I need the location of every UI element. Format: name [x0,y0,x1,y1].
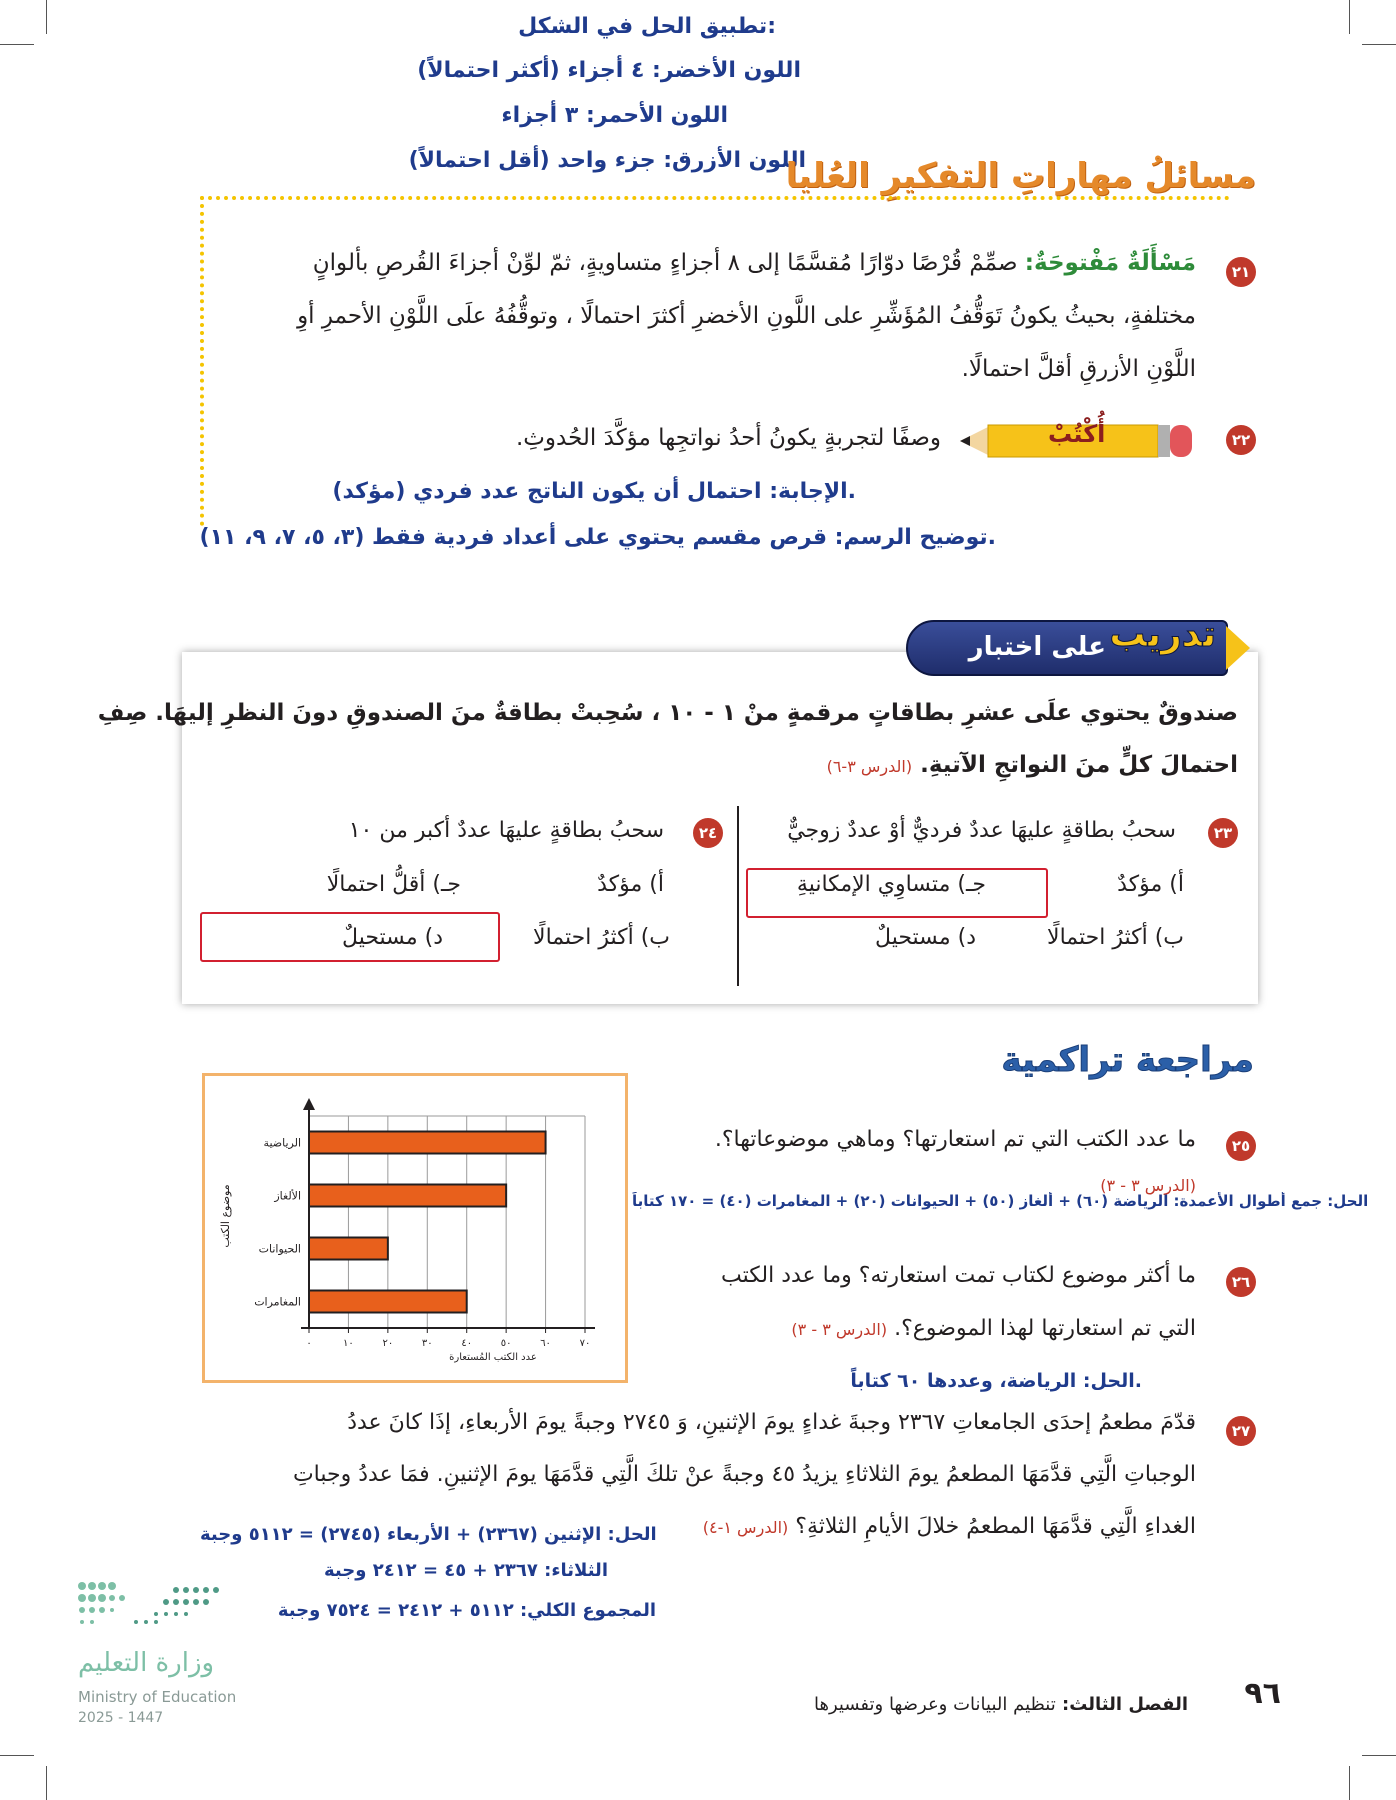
chapter-label: الفصل الثالث: [1062,1694,1188,1715]
dotted-border-top [200,196,1230,200]
q24-text: سحبُ بطاقةٍ عليهَا عددٌ أكبر من ١٠ [348,818,664,843]
question-number-24: ٢٤ [693,818,723,848]
q24-option-a [597,872,664,897]
question-number-26: ٢٦ [1226,1267,1256,1297]
q21-text-1: صمِّمْ قُرْصًا دوّارًا مُقسَّمًا إلى ٨ أجزاءٍ متساويةٍ، ثمّ لوِّنْ أجزاءَ القُرصِ بألوانٍ [312,250,1018,276]
q25-answer: الحل: جمع أطوال الأعمدة: الرياضة (٦٠) + ألغاز (٥٠) + الحيوانات (٢٠) + المغامرات (٤٠) = ١٧٠ كتاباً [632,1192,1369,1210]
crop-mark [0,44,34,45]
column-divider [737,806,739,986]
q27-line-2: الوجباتِ الَّتِي قدَّمَهَا المطعمُ يومَ الثلاثاءِ يزيدُ ٤٥ وجبةً عنْ تلكَ الَّتِي قدَّمَهَا يومَ الإثنينِ. فمَا عددُ وجباتِ [292,1462,1196,1487]
x-tick-label: ٤٠ [461,1338,473,1349]
crop-mark [0,1755,34,1756]
question-number-27: ٢٧ [1226,1416,1256,1446]
q23-a-text: مؤكدٌ [1117,872,1163,897]
test-banner-word2: على اختبار [968,632,1106,662]
category-label: الحيوانات [258,1242,301,1256]
q21-label: مَسْأَلَةٌ مَفْتوحَةٌ: [1024,250,1196,276]
solution-line-3: اللون الأحمر: ٣ أجزاء [501,103,728,128]
crop-mark [1362,1755,1396,1756]
solution-line-1: :تطبيق الحل في الشكل [518,14,776,39]
y-axis-title: موضوع الكتب [219,1184,232,1248]
banner-arrow-icon [1226,626,1250,670]
bar-chart-frame [202,1073,628,1383]
x-tick-label: ٦٠ [540,1338,551,1349]
x-tick-label: ٠ [306,1338,312,1349]
question-number-23: ٢٣ [1208,818,1238,848]
ministry-name-ar: وزارة التعليم [78,1648,215,1678]
q21-line-1 [313,250,1196,276]
solution-line-4: اللون الأزرق: جزء واحد (أقل احتمالاً) [408,148,806,173]
q23-d-label: د) [957,925,976,950]
q23-d-text: مستحيلٌ [875,925,951,950]
q27-answer-2: الثلاثاء: ٢٣٦٧ + ٤٥ = ٢٤١٢ وجبة [324,1560,608,1581]
category-label: المغامرات [254,1295,301,1309]
bar-chart [205,1076,625,1380]
write-label: أُكْتُبْ [1048,420,1106,448]
crop-mark [1349,0,1350,34]
review-title: مراجعة تراكمية [1001,1040,1254,1080]
q24-b-text: أكثرُ احتمالًا [533,925,634,950]
ministry-logo-icon [76,1576,246,1636]
q23-b-text: أكثرُ احتمالًا [1047,925,1148,950]
chapter-title: تنظيم البيانات وعرضها وتفسيرها [814,1694,1056,1715]
page-number: ٩٦ [1244,1676,1281,1711]
q22-answer: .الإجابة: احتمال أن يكون الناتج عدد فردي (مؤكد) [332,479,856,504]
x-axis-title: عدد الكتب المُستعارة [449,1352,537,1363]
q21-line-2: مختلفةٍ، بحيثُ يكونُ تَوَقُّفُ المُؤَشِّرِ على اللَّونِ الأخضرِ أكثرَ احتمالًا ، وتوقُّفُهُ علَى اللَّوْنِ الأحمرِ أوِ [297,303,1196,329]
bar [309,1185,506,1207]
q24-option-c [327,872,461,897]
q22-explanation: .توضيح الرسم: قرص مقسم يحتوي على أعداد فردية فقط (٣، ٥، ٧، ٩، ١١) [199,525,996,550]
x-tick-label: ٣٠ [421,1338,433,1349]
bar [309,1132,546,1154]
q24-a-label: أ) [649,872,664,897]
q25-text: ما عدد الكتب التي تم استعارتها؟ وماهي موضوعاتها؟. [714,1127,1196,1152]
q27-answer-3: المجموع الكلي: ٥١١٢ + ٢٤١٢ = ٧٥٢٤ وجبة [277,1600,656,1621]
chapter-footer [814,1694,1188,1715]
q26-line-2-text: التي تم استعارتها لهذا الموضوع؟. [894,1316,1196,1341]
crop-mark [46,1766,47,1800]
q24-d-label: د) [424,925,443,950]
q24-b-label: ب) [640,925,670,950]
bar [309,1291,467,1313]
q26-line-2 [791,1316,1196,1341]
q24-option-b [533,925,670,950]
q23-option-d [875,925,976,950]
y-axis-arrow-icon [303,1098,315,1110]
hots-title: مسائلُ مهاراتِ التفكيرِ العُليا [785,156,1256,196]
question-number-21: ٢١ [1226,257,1256,287]
x-tick-label: ٥٠ [500,1338,512,1349]
q23-option-c [797,872,986,897]
q21-line-3: اللَّوْنِ الأزرقِ أقلَّ احتمالًا. [961,356,1196,382]
q26-line-1: ما أكثر موضوع لكتاب تمت استعارته؟ وما عدد الكتب [721,1263,1196,1288]
ministry-name-en: Ministry of Education [78,1688,237,1706]
test-intro-2 [827,752,1238,778]
category-label: الألغاز [274,1189,301,1203]
q25-lesson-ref: (الدرس ٣ - ٣) [1100,1176,1196,1195]
q27-lesson-ref: (الدرس ١-٤) [702,1518,789,1537]
q22-text: وصفًا لتجربةٍ يكونُ أحدُ نواتجِها مؤكَّدَ الحُدوثِ. [515,425,941,451]
q24-c-label: جـ) [432,872,461,897]
q23-option-a [1117,872,1184,897]
test-intro-1: صندوقٌ يحتوي علَى عشرِ بطاقاتٍ مرقمةٍ منْ ١ - ١٠ ، سُحِبتْ بطاقةٌ منَ الصندوقِ دونَ النظرِ إليهَا. صِفِ [97,700,1238,726]
test-lesson-ref: (الدرس ٣-٦) [826,757,913,776]
crop-mark [1362,44,1396,45]
q23-c-text: متساوِي الإمكانيةِ [796,872,951,897]
x-tick-label: ٢٠ [382,1338,394,1349]
question-number-25: ٢٥ [1226,1131,1256,1161]
crop-mark [46,0,47,34]
q24-a-text: مؤكدٌ [597,872,643,897]
q23-text: سحبُ بطاقةٍ عليهَا عددٌ فرديٌّ أوْ عددٌ زوجيٌّ [787,818,1176,843]
category-label: الرياضية [263,1136,301,1150]
q27-line-3-text: الغداءِ الَّتِي قدَّمَهَا المطعمُ خلالَ الأيامِ الثلاثةِ؟ [795,1514,1196,1539]
q27-line-1: قدّمَ مطعمُ إحدَى الجامعاتِ ٢٣٦٧ وجبةَ غداءٍ يومَ الإثنينِ، وَ ٢٧٤٥ وجبةً يومَ الأربعاءِ، إذَا كانَ عددُ [347,1410,1196,1435]
question-number-22: ٢٢ [1226,425,1256,455]
x-tick-label: ١٠ [343,1338,354,1349]
crop-mark [1349,1766,1350,1800]
q23-c-label: جـ) [957,872,986,897]
q26-answer: .الحل: الرياضة، وعددها ٦٠ كتاباً [850,1370,1142,1392]
q27-answer-1: الحل: الإثنين (٢٣٦٧) + الأربعاء (٢٧٤٥) = ٥١١٢ وجبة [200,1524,657,1545]
test-intro-2-text: احتمالَ كلٍّ منَ النواتجِ الآتيةِ. [920,752,1238,778]
q23-a-label: أ) [1169,872,1184,897]
q25-answer-wrap [632,1192,1396,1222]
q24-c-text: أقلُّ احتمالًا [326,872,426,897]
q24-d-text: مستحيلٌ [342,925,418,950]
bar [309,1238,388,1260]
solution-line-2: اللون الأخضر: ٤ أجزاء (أكثر احتمالاً) [417,58,801,83]
test-banner-word1: تدريب [1109,614,1216,655]
q27-line-3 [703,1514,1196,1539]
dotted-border-left [200,196,204,526]
q23-option-b [1047,925,1184,950]
q24-option-d [342,925,443,950]
q26-lesson-ref: (الدرس ٣ - ٣) [791,1320,888,1339]
q23-b-label: ب) [1154,925,1184,950]
x-tick-label: ٧٠ [579,1338,591,1349]
academic-year: 2025 - 1447 [78,1710,164,1726]
